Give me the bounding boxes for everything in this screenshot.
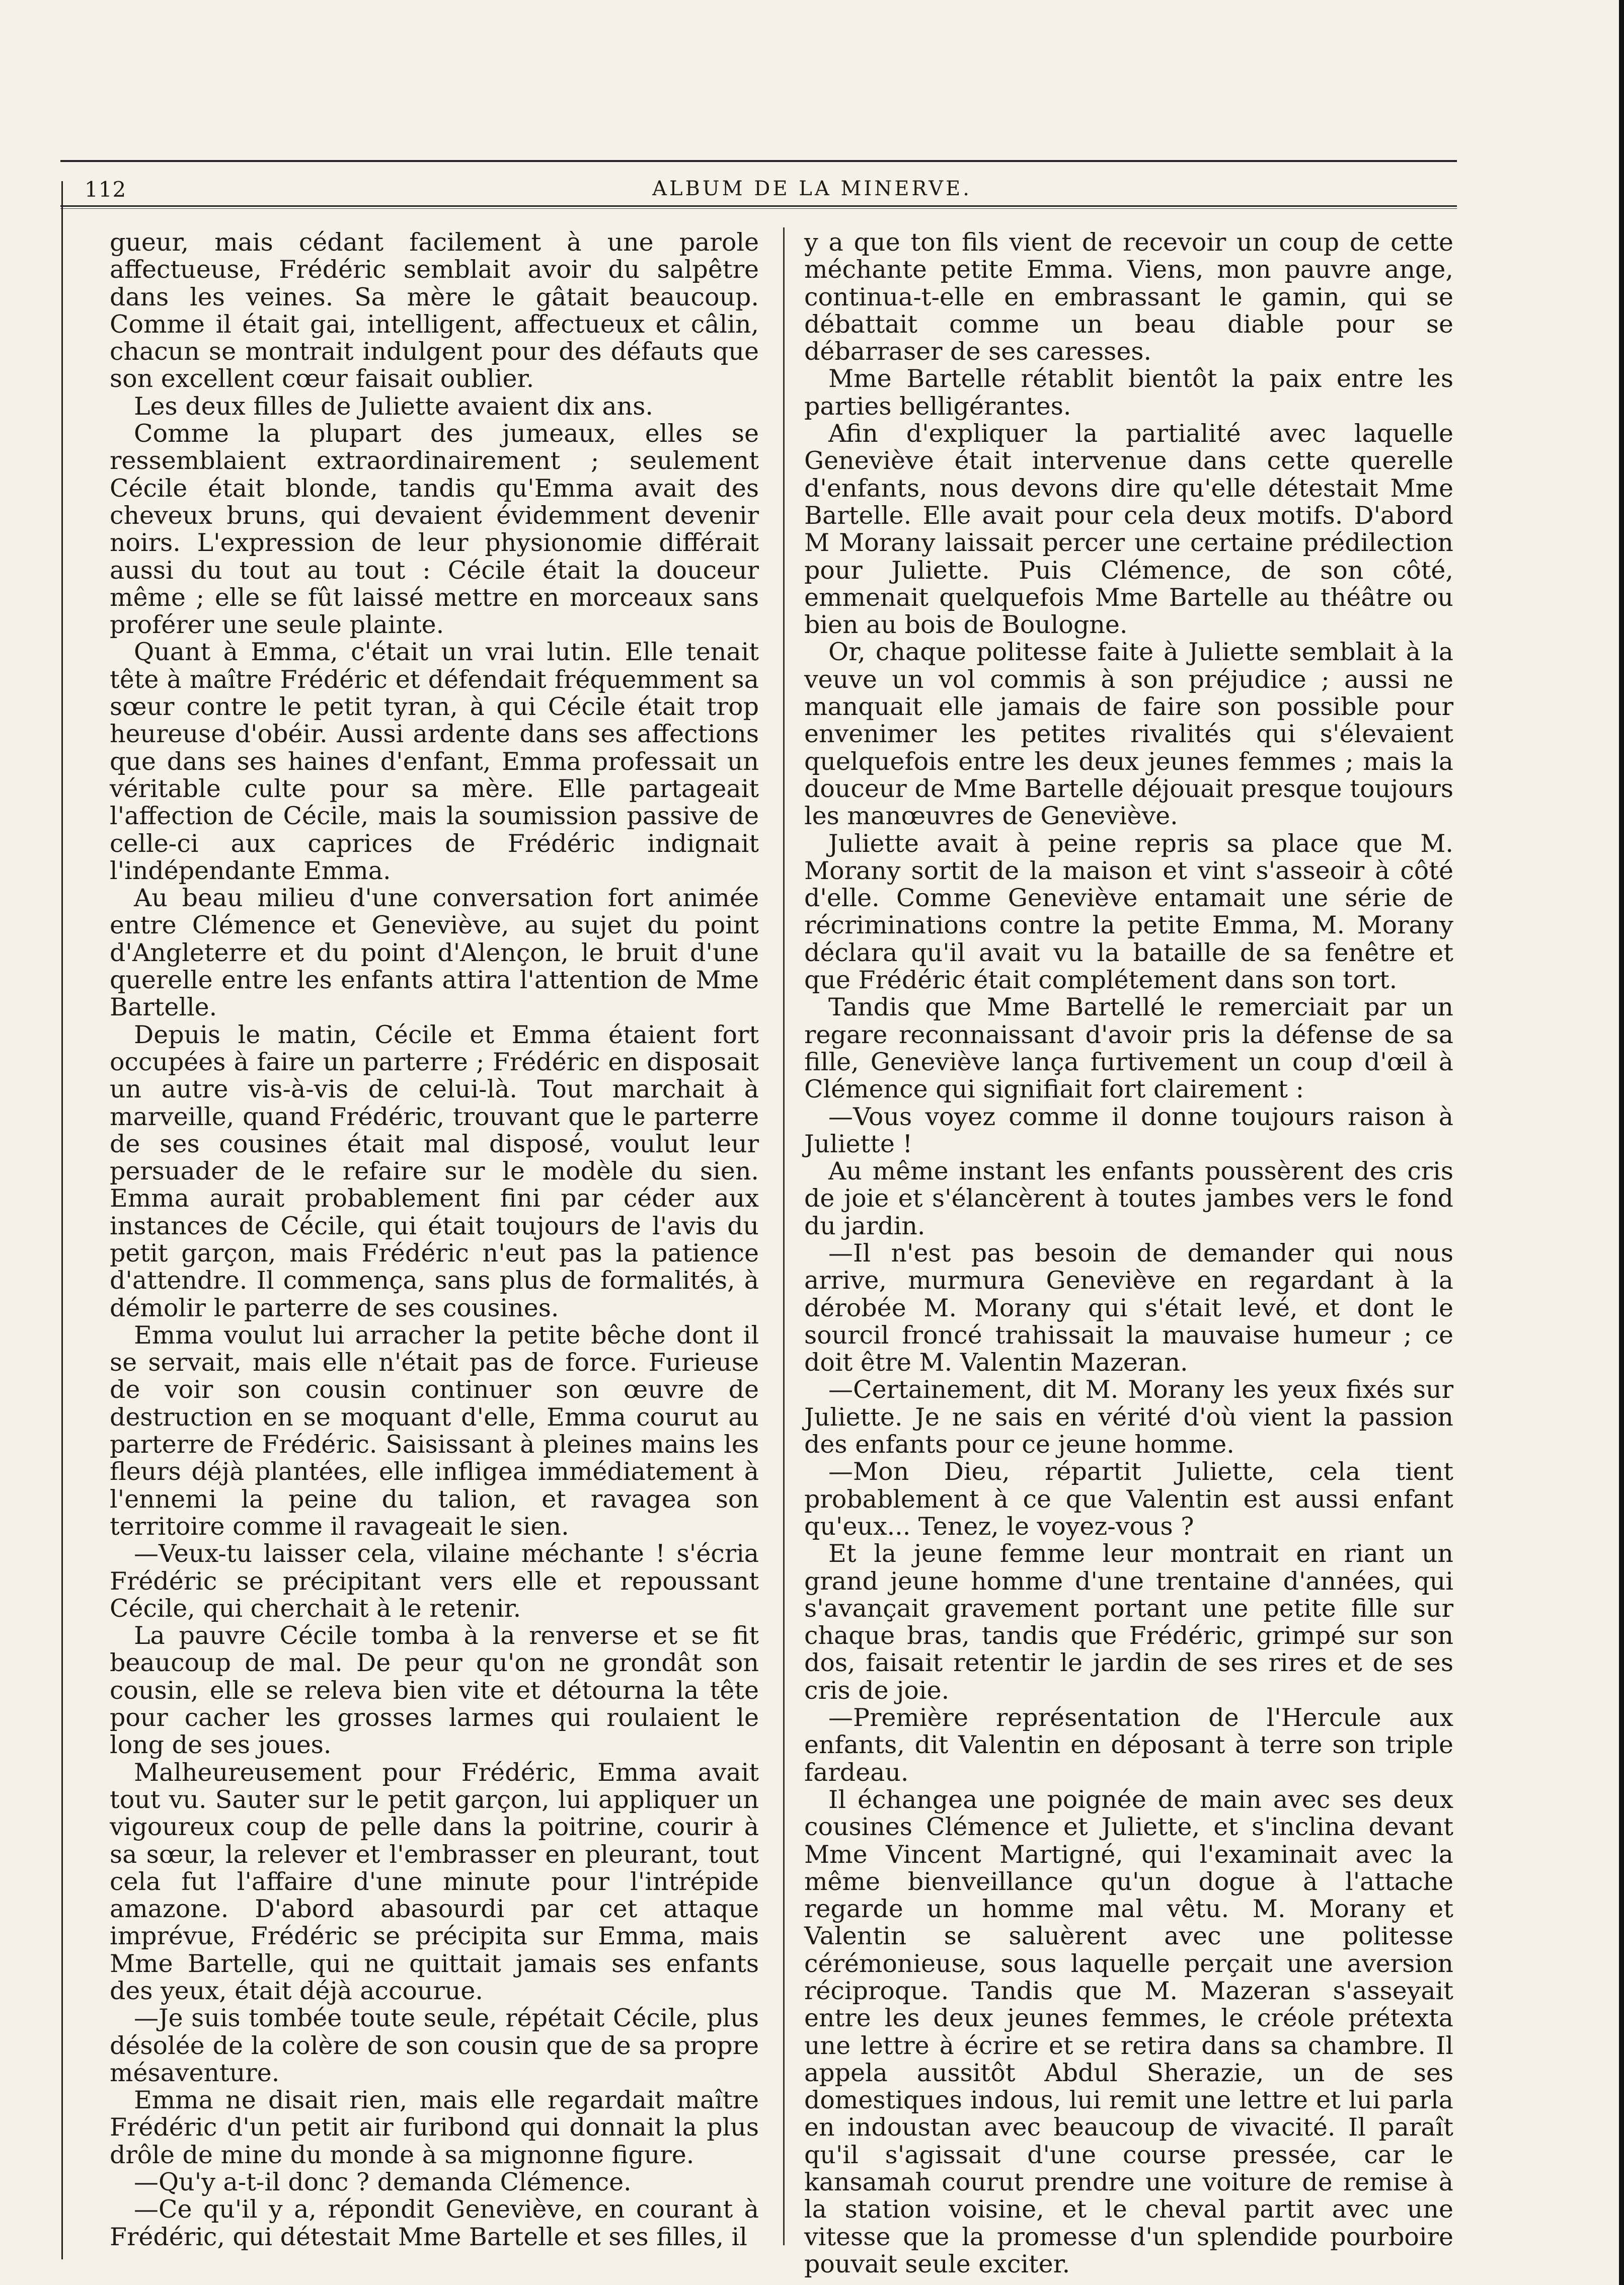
paragraph: Juliette avait à peine repris sa place que M. Morany sortit de la maison et vint s'asseoir à côté d'elle. Comme Geneviève entamait une série de récriminations contre la petite Emma, M. Morany déclara qu'il avait vu la bataille de sa fenêtre et que Frédéric était complétement dans son tort. (804, 829, 1453, 995)
paragraph: Emma voulut lui arracher la petite bêche dont il se servait, mais elle n'était pas de force. Furieuse de voir son cousin continuer son œuvre de destruction en se moquant d'elle, Emma courut au parterre de Frédéric. Saisissant à pleines mains les fleurs déjà plantées, elle infligea immédiatement à l'ennemi la peine du talion, et ravagea son territoire comme il ravageait le sien. (110, 1320, 759, 1541)
paragraph: Or, chaque politesse faite à Juliette semblait à la veuve un vol commis à son préjudice ; aussi ne manquait elle jamais de faire son possible pour envenimer les petites rivalités qui s'élevaient quelquefois entre les deux jeunes femmes ; mais la douceur de Mme Bartelle déjouait presque toujours les manœuvres de Geneviève. (804, 638, 1453, 831)
paragraph: Depuis le matin, Cécile et Emma étaient fort occupées à faire un parterre ; Frédéric en disposait un autre vis-à-vis de celui-là. Tout marchait à marveille, quand Frédéric, trouvant que le parterre de ses cousines était mal disposé, voulut leur persuader de le refaire sur le modèle du sien. Emma aurait probablement fini par céder aux instances de Cécile, qui était toujours de l'avis du petit garçon, mais Frédéric n'eut pas la patience d'attendre. Il commença, sans plus de formalités, à démolir le parterre de ses cousines. (110, 1020, 759, 1322)
page-number: 112 (85, 177, 127, 202)
paragraph: Les deux filles de Juliette avaient dix ans. (134, 391, 653, 421)
paragraph: —Qu'y a-t-il donc ? demanda Clémence. (134, 2168, 632, 2197)
paragraph: —Première représentation de l'Hercule aux enfants, dit Valentin en déposant à terre son triple fardeau. (804, 1703, 1453, 1787)
paragraph: Tandis que Mme Bartellé le remerciait par un regare reconnaissant d'avoir pris la défense de sa fille, Geneviève lança furtivement un coup d'œil à Clémence qui signifiait fort clairement : (804, 993, 1453, 1104)
paragraph: Emma ne disait rien, mais elle regardait maître Frédéric d'un petit air furibond qui donnait la plus drôle de mine du monde à sa mignonne figure. (110, 2086, 759, 2169)
paragraph: Quant à Emma, c'était un vrai lutin. Elle tenait tête à maître Frédéric et défendait fréquemment sa sœur contre le petit tyran, à qui Cécile était trop heureuse d'obéir. Aussi ardente dans ses affections que dans ses haines d'enfant, Emma professait un véritable culte pour sa mère. Elle partageait l'affection de Cécile, mais la soumission passive de celle-ci aux caprices de Frédéric indignait l'indépendante Emma. (110, 638, 759, 885)
scan-edge (1619, 0, 1624, 2285)
paragraph: Comme la plupart des jumeaux, elles se ressemblaient extraordinairement ; seulement Cécile était blonde, tandis qu'Emma avait des cheveux bruns, qui devaient évidemment devenir noirs. L'expression de leur physionomie différait aussi du tout au tout : Cécile était la douceur même ; elle se fût laissé mettre en morceaux sans proférer une seule plainte. (110, 419, 759, 640)
paragraph: Afin d'expliquer la partialité avec laquelle Geneviève était intervenue dans cette querelle d'enfants, nous devons dire qu'elle détestait Mme Bartelle. Elle avait pour cela deux motifs. D'abord M Morany laissait percer une certaine prédilection pour Juliette. Puis Clémence, de son côté, emmenait quelquefois Mme Bartelle au théâtre ou bien au bois de Boulogne. (804, 419, 1453, 640)
paragraph: Et la jeune femme leur montrait en riant un grand jeune homme d'une trentaine d'années, qui s'avançait gravement portant une petite fille sur chaque bras, tandis que Frédéric, grimpé sur son dos, faisait retentir le jardin de ses rires et de ses cris de joie. (804, 1539, 1453, 1705)
paragraph: Au même instant les enfants poussèrent des cris de joie et s'élancèrent à toutes jambes vers le fond du jardin. (804, 1157, 1453, 1240)
right-column (804, 228, 1453, 2278)
paragraph: —Il n'est pas besoin de demander qui nous arrive, murmura Geneviève en regardant à la dérobée M. Morany qui s'était levé, et dont le sourcil froncé trahissait la mauvaise humeur ; ce doit être M. Valentin Mazeran. (804, 1238, 1453, 1377)
paragraph: Mme Bartelle rétablit bientôt la paix entre les parties belligérantes. (804, 364, 1453, 421)
paragraph: —Je suis tombée toute seule, répétait Cécile, plus désolée de la colère de son cousin que de sa propre mésaventure. (110, 2004, 759, 2087)
paragraph: Au beau milieu d'une conversation fort animée entre Clémence et Geneviève, au sujet du point d'Angleterre et du point d'Alençon, le bruit d'une querelle entre les enfants attira l'attention de Mme Bartelle. (110, 884, 759, 1022)
paragraph: —Ce qu'il y a, répondit Geneviève, en courant à Frédéric, qui détestait Mme Bartelle et ses filles, il (110, 2195, 759, 2251)
top-rule (60, 160, 1457, 162)
paragraph: Malheureusement pour Frédéric, Emma avait tout vu. Sauter sur le petit garçon, lui appliquer un vigoureux coup de pelle dans la poitrine, courir à sa sœur, la relever et l'embrasser en pleurant, tout cela fut l'affaire d'une minute pour l'intrépide amazone. D'abord abasourdi par cet attaque imprévue, Frédéric se précipita sur Emma, mais Mme Bartelle, qui ne quittait jamais ses enfants des yeux, était déjà accourue. (110, 1758, 759, 2005)
paragraph: La pauvre Cécile tomba à la renverse et se fit beaucoup de mal. De peur qu'on ne grondât son cousin, elle se releva bien vite et détourna la tête pour cacher les grosses larmes qui roulaient le long de ses joues. (110, 1621, 759, 1760)
paragraph: —Vous voyez comme il donne toujours raison à Juliette ! (804, 1102, 1453, 1158)
column-divider (783, 227, 785, 2245)
paragraph: —Veux-tu laisser cela, vilaine méchante ! s'écria Frédéric se précipitant vers elle et repoussant Cécile, qui cherchait à le retenir. (110, 1539, 759, 1623)
paragraph: gueur, mais cédant facilement à une parole affectueuse, Frédéric semblait avoir du salpêtre dans les veines. Sa mère le gâtait beaucoup. Comme il était gai, intelligent, affectueux et câlin, chacun se montrait indulgent pour des défauts que son excellent cœur faisait oublier. (110, 228, 759, 393)
paragraph: —Mon Dieu, répartit Juliette, cela tient probablement à ce que Valentin est aussi enfant qu'eux... Tenez, le voyez-vous ? (804, 1457, 1453, 1541)
running-title: ALBUM DE LA MINERVE. (652, 177, 972, 200)
left-frame-rule (61, 181, 63, 2259)
paragraph: y a que ton fils vient de recevoir un coup de cette méchante petite Emma. Viens, mon pauvre ange, continua-t-elle en embrassant le gamin, qui se débattait comme un beau diable pour se débarraser de ses caresses. (804, 228, 1453, 366)
paragraph: Il échangea une poignée de main avec ses deux cousines Clémence et Juliette, et s'inclina devant Mme Vincent Martigné, qui l'examinait avec la même bienveillance qu'un dogue à l'attache regarde un homme mal vêtu. M. Morany et Valentin se saluèrent avec une politesse cérémonieuse, sous laquelle perçait une aversion réciproque. Tandis que M. Mazeran s'asseyait entre les deux jeunes femmes, le créole prétexta une lettre à écrire et se retira dans sa chambre. Il appela aussitôt Abdul Sherazie, un de ses domestiques indous, lui remit une lettre et lui parla en indoustan avec beaucoup de vivacité. Il paraît qu'il s'agissait d'une course pressée, car le kansamah courut prendre une voiture de remise à la station voisine, et le cheval partit avec une vitesse que la promesse d'un splendide pourboire pouvait seule exciter. (804, 1785, 1453, 2278)
left-column (110, 229, 759, 2257)
paragraph: —Certainement, dit M. Morany les yeux fixés sur Juliette. Je ne sais en vérité d'où vient la passion des enfants pour ce jeune homme. (804, 1375, 1453, 1459)
header-rule (60, 205, 1457, 207)
header-rule-thin (60, 208, 1457, 209)
